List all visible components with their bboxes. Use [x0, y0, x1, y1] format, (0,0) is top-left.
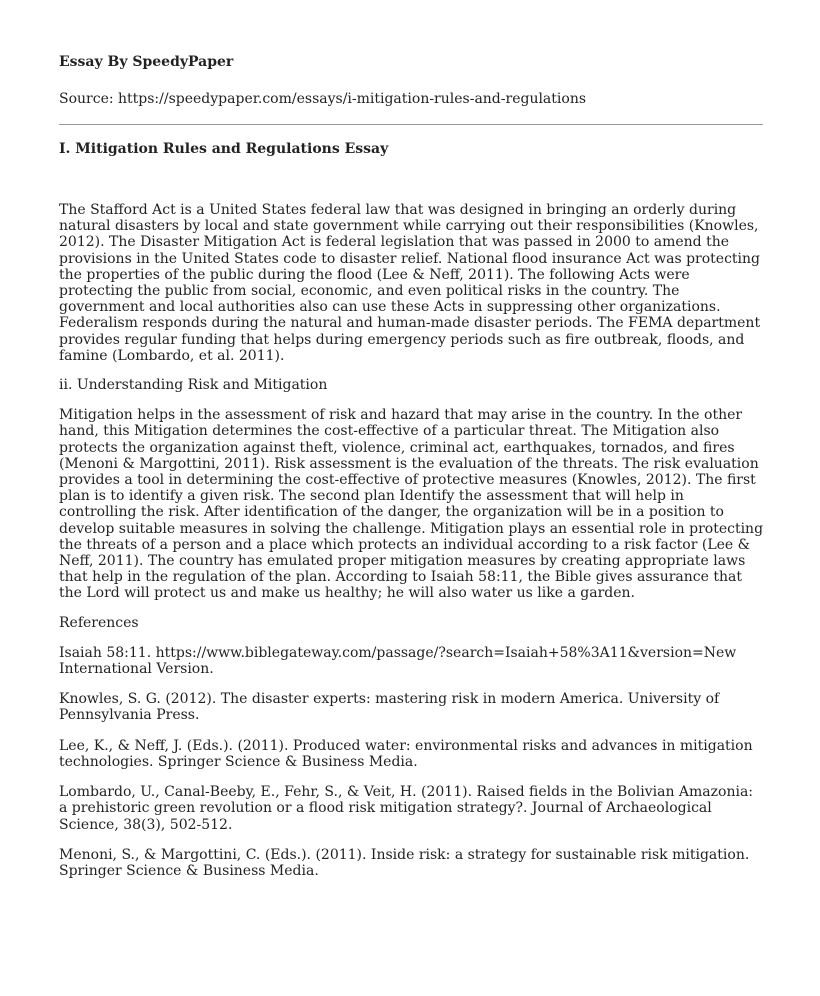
section-heading: ii. Understanding Risk and Mitigation	[59, 377, 328, 394]
divider	[59, 124, 763, 125]
essay-title: I. Mitigation Rules and Regulations Essay	[59, 141, 389, 157]
reference-item: Menoni, S., & Margottini, C. (Eds.). (2011). Inside risk: a strategy for sustainable risk mitigation. Springer Science & Business Media.	[59, 846, 750, 879]
reference-item: Isaiah 58:11. https://www.biblegateway.com/passage/?search=Isaiah+58%3A11&version=New International Version.	[59, 644, 737, 678]
document-page	[59, 52, 765, 879]
references-heading: References	[59, 614, 139, 631]
essay-paragraph-2: Mitigation helps in the assessment of risk and hazard that may arise in the country. In the other hand, this Mitigation determines the cost-effective of a particular threat. The Mitigation also protects the organization against theft, violence, criminal act, earthquakes, tornados, and fires (Menoni & Margottini, 2011). Risk assessment is the evaluation of the threats. The risk evaluation provides a tool in determining the cost-effective of protective measures (Knowles, 2012). The first plan is to identify a given risk. The second plan Identify the assessment that will help in controlling the risk. After identification of the danger, the organization will be in a position to develop suitable measures in solving the challenge. Mitigation plays an essential role in protecting the threats of a person and a place which protects an individual according to a risk factor (Lee & Neff, 2011). The country has emulated proper mitigation measures by creating appropriate laws that help in the regulation of the plan. According to Isaiah 58:11, the Bible gives assurance that the Lord will protect us and make us healthy; he will also water us like a garden.	[59, 407, 764, 602]
reference-item: Lee, K., & Neff, J. (Eds.). (2011). Produced water: environmental risks and advances in mitigation technologies. Springer Science & Business Media.	[59, 737, 753, 770]
reference-item: Knowles, S. G. (2012). The disaster experts: mastering risk in modern America. University of Pennsylvania Press.	[59, 691, 720, 724]
brand-title: Essay By SpeedyPaper	[59, 54, 234, 70]
source-line: Source: https://speedypaper.com/essays/i-mitigation-rules-and-regulations	[59, 91, 587, 107]
references-list	[59, 645, 765, 879]
reference-item: Lombardo, U., Canal-Beeby, E., Fehr, S., & Veit, H. (2011). Raised fields in the Bolivian Amazonia: a prehistoric green revolution or a flood risk mitigation strategy?. Journal of Archaeological Science, 38(3), 502-512.	[59, 784, 754, 833]
essay-paragraph-1: The Stafford Act is a United States federal law that was designed in bringing an orderly during natural disasters by local and state government while carrying out their responsibilities (Knowles, 2012). The Disaster Mitigation Act is federal legislation that was passed in 2000 to amend the provisions in the United States code to disaster relief. National flood insurance Act was protecting the properties of the public during the flood (Lee & Neff, 2011). The following Acts were protecting the public from social, economic, and even political risks in the country. The government and local authorities also can use these Acts in suppressing other organizations. Federalism responds during the natural and human-made disaster periods. The FEMA department provides regular funding that helps during emergency periods such as fire outbreak, floods, and famine (Lombardo, et al. 2011).	[59, 202, 761, 364]
